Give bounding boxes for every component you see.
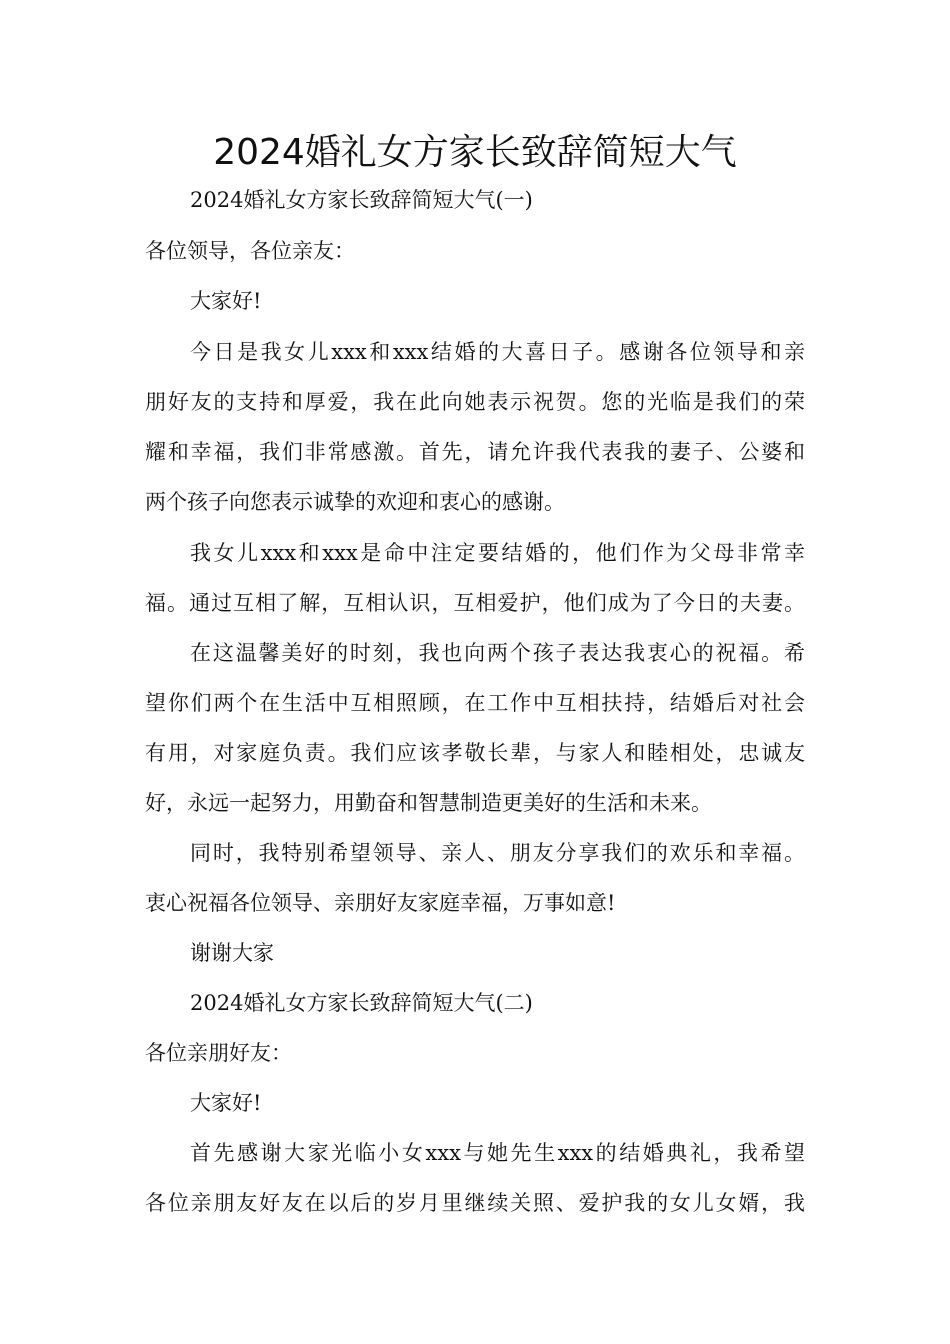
salutation-2: 各位亲朋好友： bbox=[145, 1041, 292, 1065]
paragraph-line: 首先感谢大家光临小女xxx与她先生xxx的结婚典礼，我希望 bbox=[190, 1141, 805, 1165]
paragraph-line: 同时，我特别希望领导、亲人、朋友分享我们的欢乐和幸福。 bbox=[190, 841, 805, 865]
paragraph-line: 望你们两个在生活中互相照顾，在工作中互相扶持，结婚后对社会 bbox=[145, 691, 805, 715]
paragraph-line: 两个孩子向您表示诚挚的欢迎和衷心的感谢。 bbox=[145, 490, 565, 514]
section-heading-2: 2024婚礼女方家长致辞简短大气(二) bbox=[190, 991, 533, 1015]
paragraph-line: 好，永远一起努力，用勤奋和智慧制造更美好的生活和未来。 bbox=[145, 791, 712, 815]
paragraph-line: 衷心祝福各位领导、亲朋好友家庭幸福，万事如意! bbox=[145, 891, 616, 915]
greeting-1: 大家好! bbox=[190, 289, 262, 313]
paragraph-line: 在这温馨美好的时刻，我也向两个孩子表达我衷心的祝福。希 bbox=[190, 641, 805, 665]
section-heading-1: 2024婚礼女方家长致辞简短大气(一) bbox=[190, 188, 533, 212]
paragraph-line: 各位亲朋友好友在以后的岁月里继续关照、爱护我的女儿女婿，我 bbox=[145, 1191, 805, 1215]
salutation-1: 各位领导，各位亲友： bbox=[145, 239, 355, 263]
paragraph-line: 有用，对家庭负责。我们应该孝敬长辈，与家人和睦相处，忠诚友 bbox=[145, 741, 805, 765]
paragraph-line: 今日是我女儿xxx和xxx结婚的大喜日子。感谢各位领导和亲 bbox=[190, 340, 805, 364]
greeting-2: 大家好! bbox=[190, 1091, 262, 1115]
paragraph-line: 福。通过互相了解，互相认识，互相爱护，他们成为了今日的夫妻。 bbox=[145, 591, 805, 615]
closing-line: 谢谢大家 bbox=[190, 941, 274, 965]
paragraph-line: 我女儿xxx和xxx是命中注定要结婚的，他们作为父母非常幸 bbox=[190, 541, 805, 565]
document-title: 2024婚礼女方家长致辞简短大气 bbox=[213, 132, 737, 173]
paragraph-line: 朋好友的支持和厚爱，我在此向她表示祝贺。您的光临是我们的荣 bbox=[145, 390, 805, 414]
paragraph-line: 耀和幸福，我们非常感激。首先，请允许我代表我的妻子、公婆和 bbox=[145, 440, 805, 464]
